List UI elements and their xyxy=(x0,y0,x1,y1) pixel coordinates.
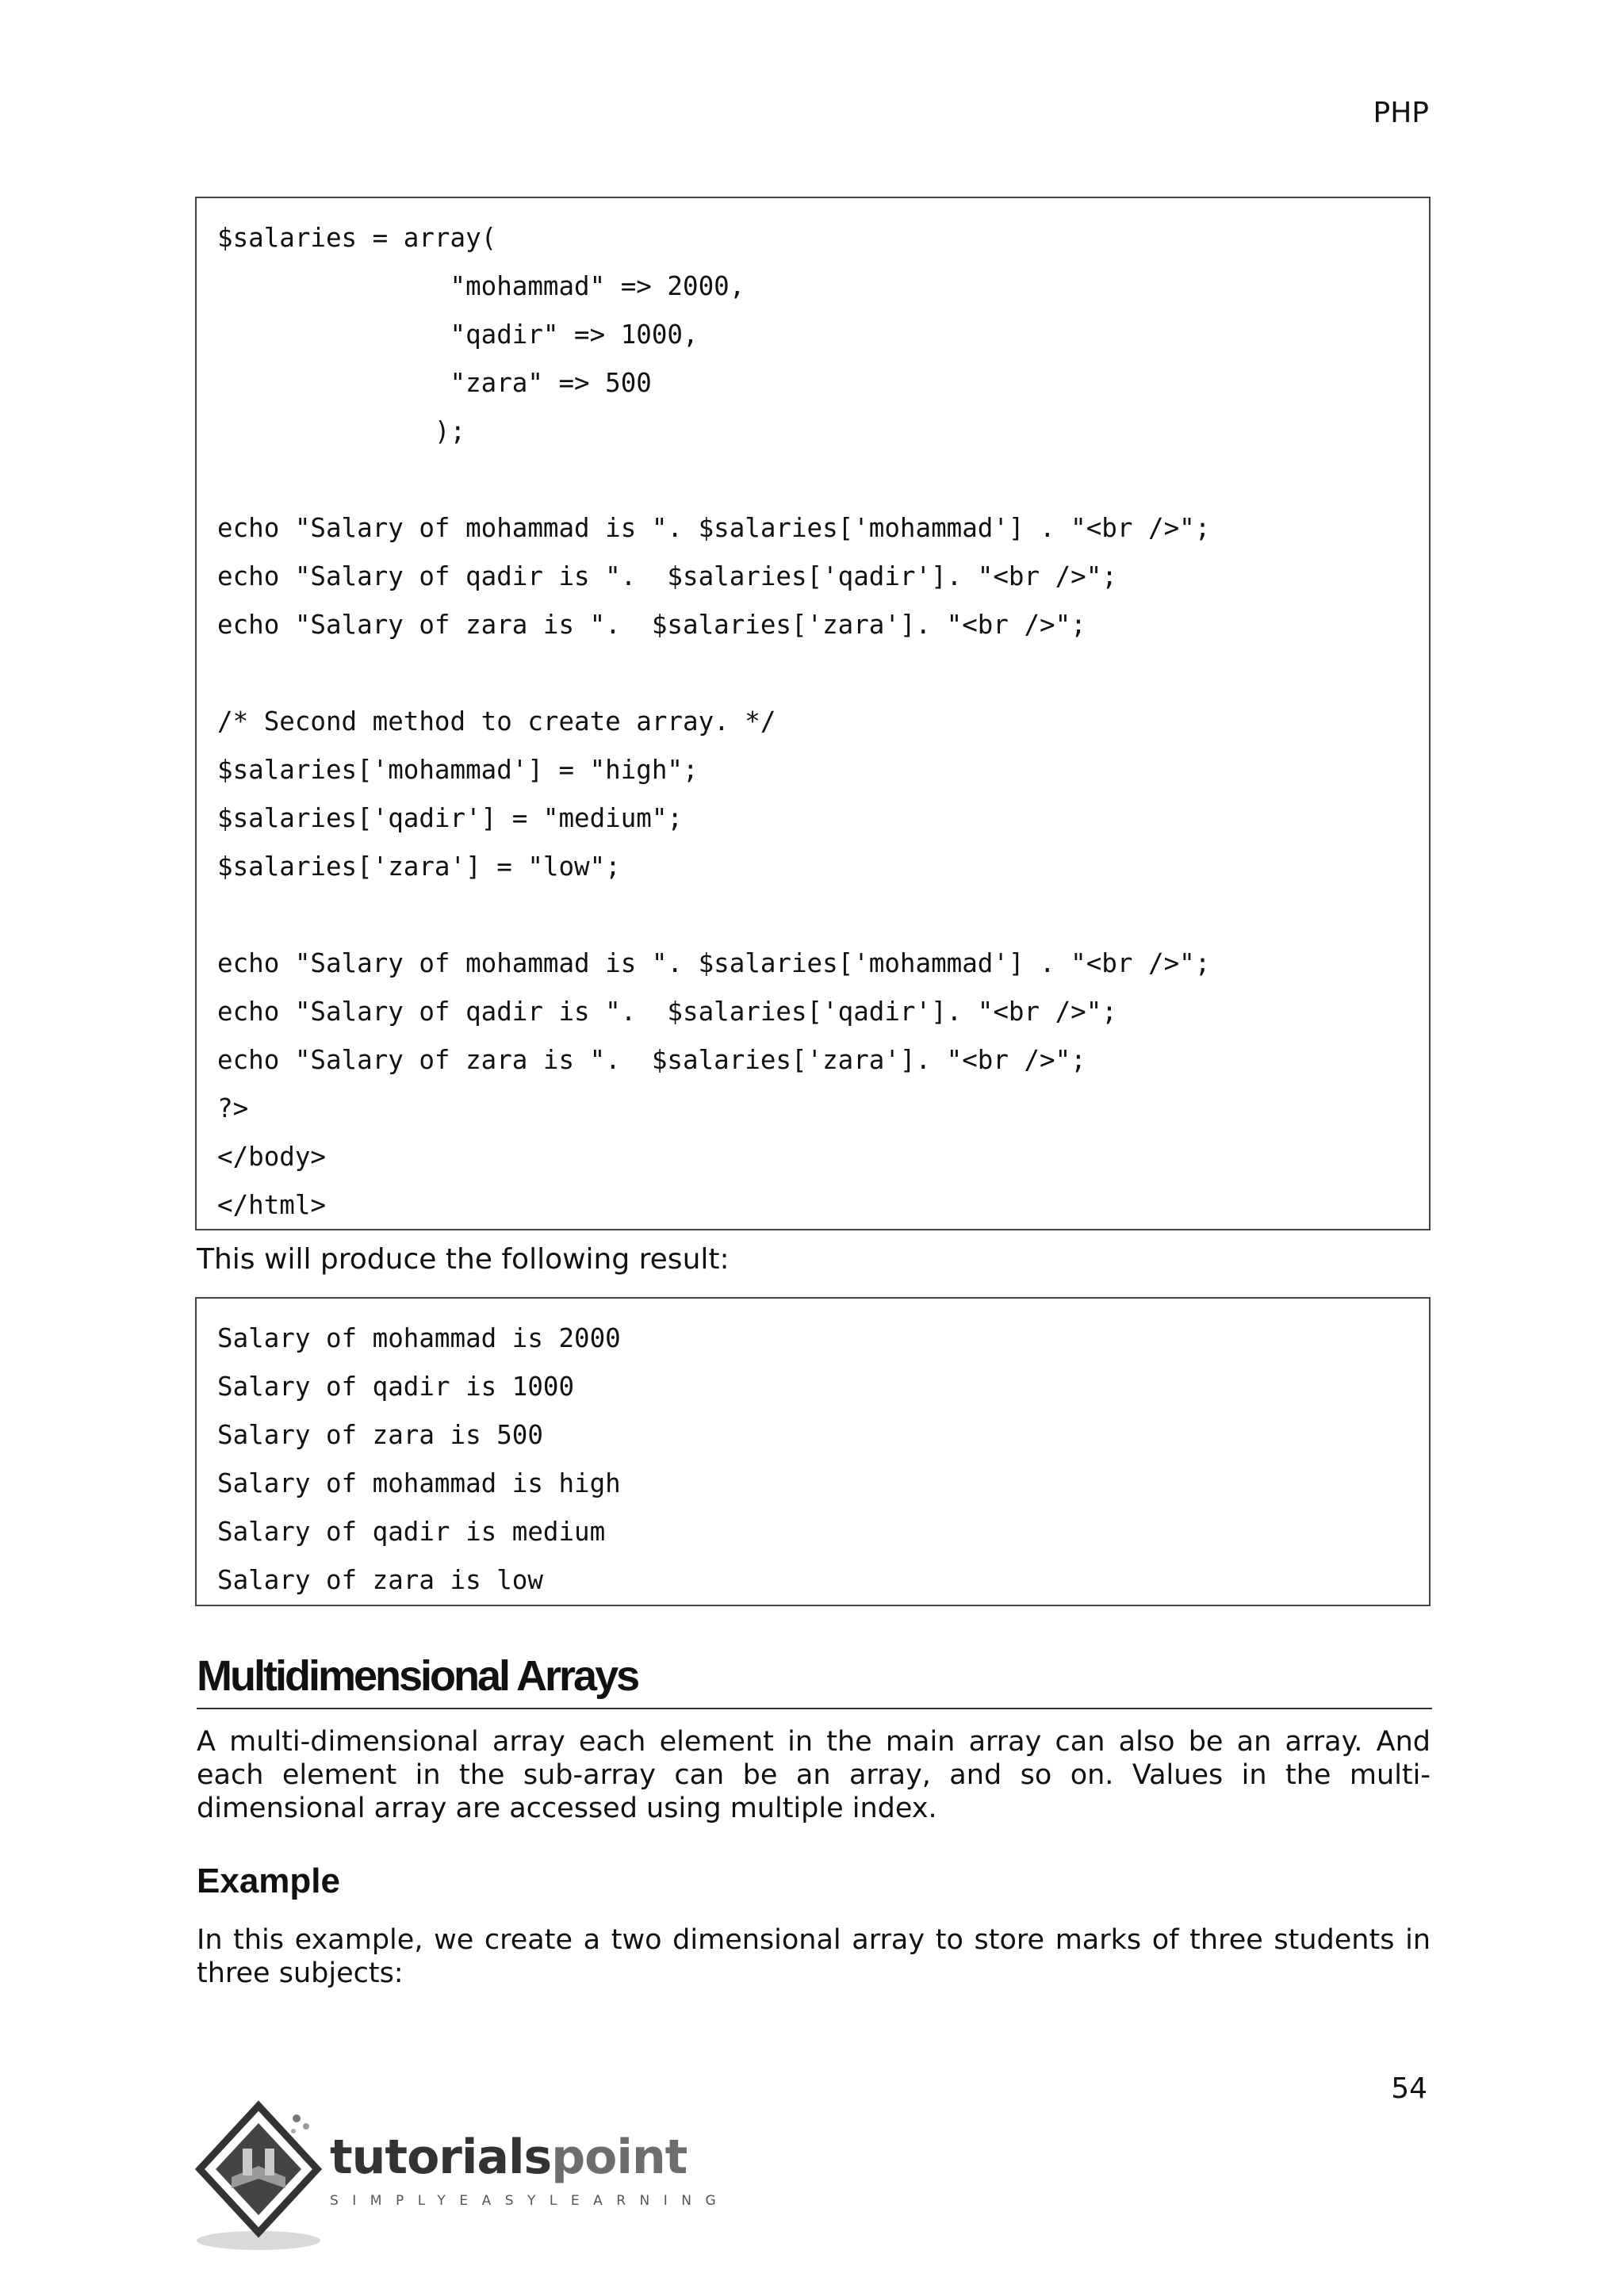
code-line: </body> xyxy=(217,1142,326,1172)
code-line: $salaries['mohammad'] = "high"; xyxy=(217,755,699,785)
code-line xyxy=(217,649,1429,698)
code-line: </html> xyxy=(217,1190,326,1220)
code-line xyxy=(217,456,1429,504)
code-block xyxy=(195,197,1431,1230)
code-line: /* Second method to create array. */ xyxy=(217,706,776,737)
code-line: $salaries = array( xyxy=(217,223,497,253)
tutorialspoint-logo xyxy=(193,2099,730,2258)
code-line: $salaries['zara'] = "low"; xyxy=(217,851,621,882)
logo-diamond-icon xyxy=(193,2099,336,2258)
code-line: echo "Salary of mohammad is ". $salaries['mohammad'] . "<br />"; xyxy=(217,513,1211,543)
output-line: Salary of zara is low xyxy=(217,1565,543,1595)
code-line: echo "Salary of zara is ". $salaries['zara']. "<br />"; xyxy=(217,1045,1086,1075)
page-number: 54 xyxy=(1391,2072,1427,2105)
code-line: echo "Salary of zara is ". $salaries['zara']. "<br />"; xyxy=(217,610,1086,640)
section-paragraph: A multi-dimensional array each element in the main array can also be an array. And each element in the sub-array can be an array, and so on. Values in the multi-dimensional array are accessed using multiple index. xyxy=(197,1726,1431,1824)
code-line xyxy=(217,891,1429,939)
output-block xyxy=(195,1297,1431,1606)
result-intro-text: This will produce the following result: xyxy=(197,1243,730,1276)
output-line: Salary of qadir is 1000 xyxy=(217,1372,575,1402)
example-paragraph: In this example, we create a two dimensional array to store marks of three students in three subjects: xyxy=(197,1924,1431,1989)
output-line: Salary of zara is 500 xyxy=(217,1420,543,1450)
code-line: ); xyxy=(217,416,466,446)
page-header-title: PHP xyxy=(1373,97,1429,129)
output-line: Salary of qadir is medium xyxy=(217,1517,606,1547)
code-line: "qadir" => 1000, xyxy=(217,320,699,350)
code-line: echo "Salary of mohammad is ". $salaries['mohammad'] . "<br />"; xyxy=(217,948,1211,978)
logo-wordmark: tutorialspoint xyxy=(330,2130,688,2185)
section-heading: Multidimensional Arrays xyxy=(197,1647,1432,1709)
example-heading: Example xyxy=(197,1862,340,1900)
code-line: ?> xyxy=(217,1093,249,1123)
code-line: "zara" => 500 xyxy=(217,368,652,398)
output-line: Salary of mohammad is 2000 xyxy=(217,1323,621,1353)
code-line: $salaries['qadir'] = "medium"; xyxy=(217,803,683,833)
code-line: "mohammad" => 2000, xyxy=(217,271,745,301)
logo-tagline: SIMPLYEASYLEARNING xyxy=(330,2193,730,2209)
output-line: Salary of mohammad is high xyxy=(217,1468,621,1498)
code-line: echo "Salary of qadir is ". $salaries['qadir']. "<br />"; xyxy=(217,561,1117,591)
code-line: echo "Salary of qadir is ". $salaries['qadir']. "<br />"; xyxy=(217,997,1117,1027)
